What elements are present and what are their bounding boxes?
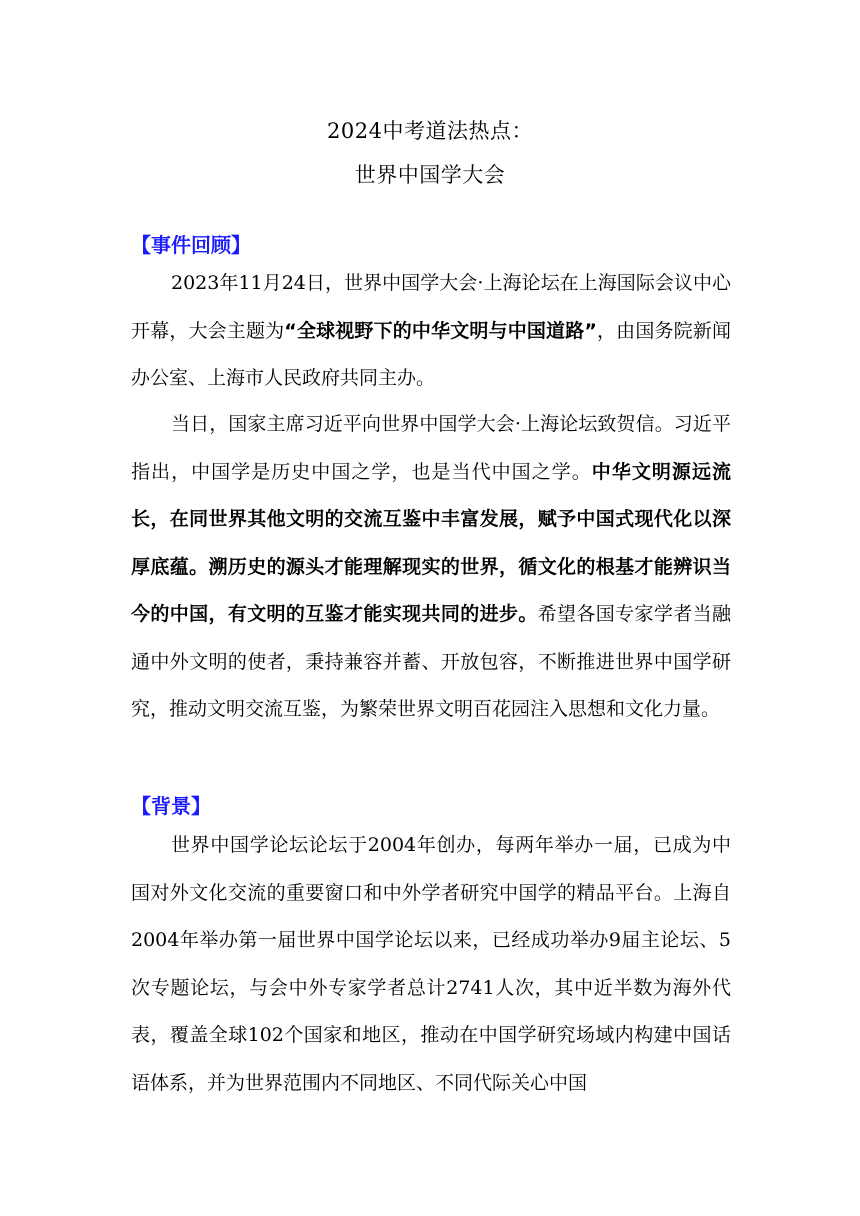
paragraph-text: ，由国务院新闻办公室、上海市人民政府共同主办。 (131, 319, 731, 389)
paragraph-event-intro (131, 260, 731, 403)
section-heading-background: 【背景】 (131, 794, 211, 818)
paragraph-background: 世界中国学论坛论坛于2004年创办，每两年举办一届，已成为中国对外文化交流的重要窗口和中外学者研究中国学的精品平台。上海自2004年举办第一届世界中国学论坛以来，已经成功举办9届主论坛、5次专题论坛，与会中外专家学者总计2741人次，其中近半数为海外代表，覆盖全球102个国家和地区，推动在中国学研究场域内构建中国话语体系，并为世界范围内不同地区、不同代际关心中国 (131, 834, 731, 1094)
paragraph-text: 2023年11月24日，世界中国学大会·上海论坛在上海国际会议中心开幕，大会主题为 (131, 272, 731, 342)
conference-theme: “全球视野下的中华文明与中国道路” (284, 319, 597, 342)
paragraph-congratulatory-letter (131, 401, 731, 734)
section-heading-event-review: 【事件回顾】 (131, 233, 251, 257)
document-title-line2: 世界中国学大会 (354, 163, 506, 187)
paragraph-text: 希望各国专家学者当融通中外文明的使者，秉持兼容并蓄、开放包容，不断推进世界中国学研究，推动文明交流互鉴，为繁荣世界文明百花园注入思想和文化力量。 (131, 603, 731, 720)
key-quote: 中华文明源远流长，在同世界其他文明的交流互鉴中丰富发展，赋予中国式现代化以深厚底蕴。溯历史的源头才能理解现实的世界，循文化的根基才能辨识当今的中国，有文明的互鉴才能实现共同的进步。 (131, 460, 731, 625)
document-title-line1: 2024中考道法热点： (327, 119, 533, 143)
paragraph-text: 当日，国家主席习近平向世界中国学大会·上海论坛致贺信。习近平指出，中国学是历史中国之学，也是当代中国之学。 (131, 413, 731, 483)
